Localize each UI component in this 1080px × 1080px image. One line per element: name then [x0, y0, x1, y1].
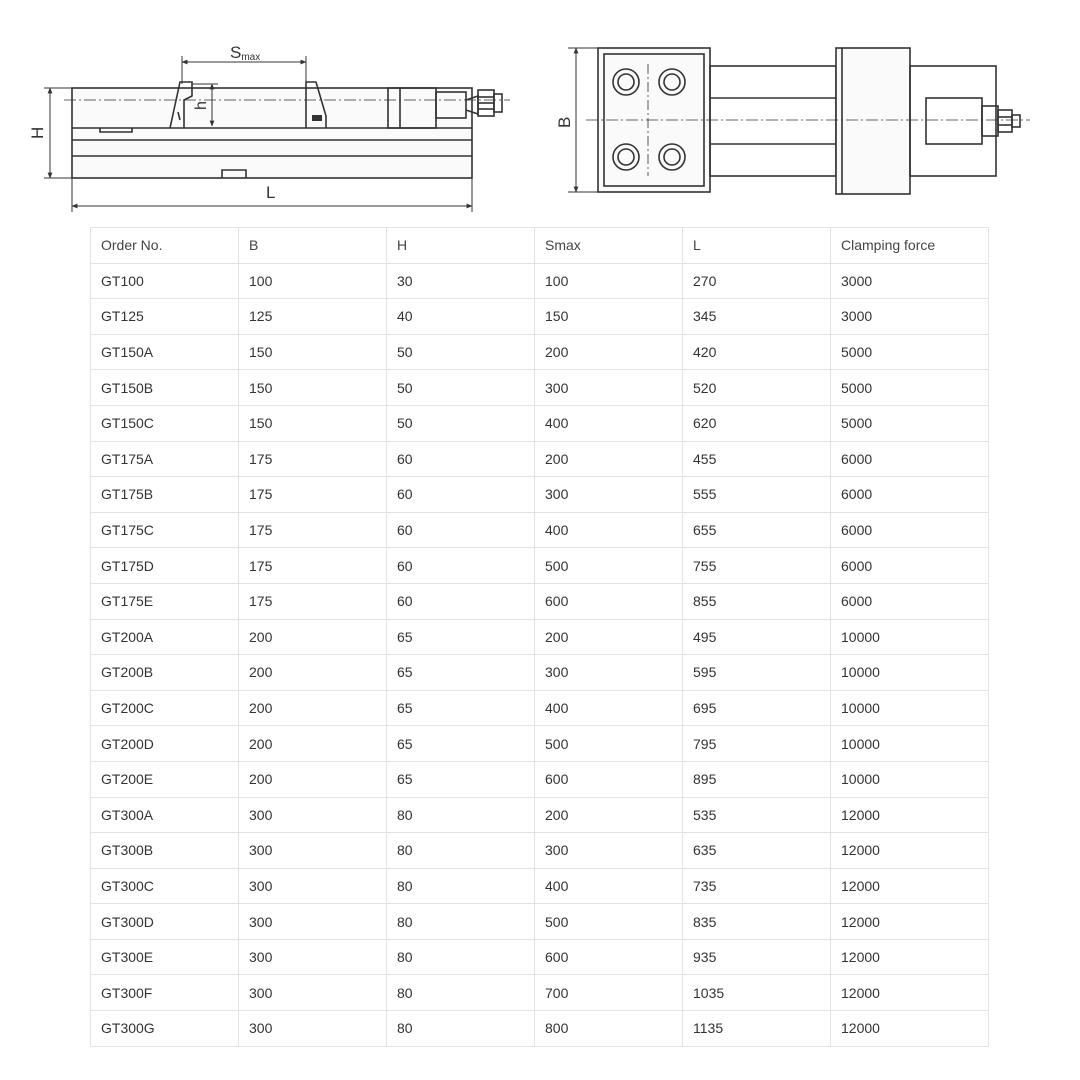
cell-order-no: GT175D — [91, 548, 239, 584]
cell-clamping-force: 3000 — [831, 263, 989, 299]
cell-l: 420 — [683, 334, 831, 370]
technical-drawing — [0, 0, 1080, 225]
cell-h: 80 — [387, 1011, 535, 1047]
cell-clamping-force: 10000 — [831, 761, 989, 797]
cell-order-no: GT100 — [91, 263, 239, 299]
cell-b: 175 — [239, 548, 387, 584]
table-row — [91, 726, 989, 762]
cell-h: 65 — [387, 690, 535, 726]
cell-h: 30 — [387, 263, 535, 299]
cell-h: 50 — [387, 405, 535, 441]
cell-b: 125 — [239, 299, 387, 335]
cell-l: 495 — [683, 619, 831, 655]
cell-clamping-force: 6000 — [831, 583, 989, 619]
cell-smax: 800 — [535, 1011, 683, 1047]
table-row — [91, 868, 989, 904]
cell-h: 80 — [387, 904, 535, 940]
cell-smax: 200 — [535, 797, 683, 833]
cell-smax: 600 — [535, 761, 683, 797]
cell-clamping-force: 3000 — [831, 299, 989, 335]
smax-label: Smax — [230, 43, 261, 63]
cell-smax: 700 — [535, 975, 683, 1011]
cell-b: 150 — [239, 405, 387, 441]
cell-h: 40 — [387, 299, 535, 335]
header-clamping-force: Clamping force — [831, 228, 989, 264]
cell-b: 300 — [239, 975, 387, 1011]
cell-order-no: GT200C — [91, 690, 239, 726]
vise-top-view — [586, 48, 1030, 194]
table-row — [91, 441, 989, 477]
cell-clamping-force: 10000 — [831, 655, 989, 691]
cell-b: 200 — [239, 690, 387, 726]
cell-smax: 400 — [535, 868, 683, 904]
cell-b: 300 — [239, 797, 387, 833]
cell-h: 60 — [387, 477, 535, 513]
cell-smax: 150 — [535, 299, 683, 335]
cell-order-no: GT300G — [91, 1011, 239, 1047]
cell-l: 635 — [683, 833, 831, 869]
cell-order-no: GT200E — [91, 761, 239, 797]
cell-smax: 100 — [535, 263, 683, 299]
cell-smax: 200 — [535, 619, 683, 655]
cell-l: 1135 — [683, 1011, 831, 1047]
h-small-label: h — [193, 101, 210, 110]
table-row — [91, 655, 989, 691]
cell-order-no: GT175E — [91, 583, 239, 619]
cell-clamping-force: 12000 — [831, 939, 989, 975]
cell-order-no: GT300A — [91, 797, 239, 833]
cell-order-no: GT200B — [91, 655, 239, 691]
header-l: L — [683, 228, 831, 264]
cell-l: 795 — [683, 726, 831, 762]
cell-h: 60 — [387, 512, 535, 548]
table-row — [91, 583, 989, 619]
table-row — [91, 299, 989, 335]
table-header-row — [91, 228, 989, 264]
table-row — [91, 370, 989, 406]
cell-clamping-force: 6000 — [831, 441, 989, 477]
header-smax: Smax — [535, 228, 683, 264]
cell-l: 345 — [683, 299, 831, 335]
cell-b: 300 — [239, 1011, 387, 1047]
cell-l: 935 — [683, 939, 831, 975]
cell-b: 200 — [239, 761, 387, 797]
cell-b: 150 — [239, 334, 387, 370]
cell-b: 100 — [239, 263, 387, 299]
table-row — [91, 548, 989, 584]
cell-l: 535 — [683, 797, 831, 833]
cell-b: 300 — [239, 868, 387, 904]
cell-order-no: GT300B — [91, 833, 239, 869]
table-row — [91, 334, 989, 370]
cell-l: 735 — [683, 868, 831, 904]
table-row — [91, 761, 989, 797]
cell-smax: 300 — [535, 833, 683, 869]
cell-h: 65 — [387, 655, 535, 691]
cell-smax: 600 — [535, 939, 683, 975]
cell-clamping-force: 12000 — [831, 904, 989, 940]
table-row — [91, 405, 989, 441]
cell-h: 50 — [387, 370, 535, 406]
table-row — [91, 263, 989, 299]
cell-clamping-force: 6000 — [831, 512, 989, 548]
cell-smax: 400 — [535, 690, 683, 726]
cell-l: 1035 — [683, 975, 831, 1011]
cell-h: 60 — [387, 583, 535, 619]
spec-table — [90, 227, 989, 1047]
cell-b: 200 — [239, 655, 387, 691]
cell-b: 175 — [239, 512, 387, 548]
cell-l: 620 — [683, 405, 831, 441]
cell-l: 455 — [683, 441, 831, 477]
h-big-label: H — [28, 126, 47, 139]
cell-clamping-force: 5000 — [831, 405, 989, 441]
cell-order-no: GT150A — [91, 334, 239, 370]
header-order-no: Order No. — [91, 228, 239, 264]
cell-smax: 500 — [535, 726, 683, 762]
cell-clamping-force: 6000 — [831, 477, 989, 513]
cell-b: 175 — [239, 583, 387, 619]
cell-b: 175 — [239, 441, 387, 477]
cell-smax: 300 — [535, 655, 683, 691]
cell-smax: 200 — [535, 334, 683, 370]
cell-h: 80 — [387, 868, 535, 904]
table-row — [91, 512, 989, 548]
table-row — [91, 904, 989, 940]
l-label: L — [266, 183, 276, 202]
cell-b: 175 — [239, 477, 387, 513]
cell-order-no: GT200D — [91, 726, 239, 762]
cell-smax: 400 — [535, 512, 683, 548]
cell-smax: 600 — [535, 583, 683, 619]
header-b: B — [239, 228, 387, 264]
cell-clamping-force: 12000 — [831, 975, 989, 1011]
cell-order-no: GT300E — [91, 939, 239, 975]
cell-l: 555 — [683, 477, 831, 513]
cell-b: 200 — [239, 619, 387, 655]
cell-smax: 200 — [535, 441, 683, 477]
table-row — [91, 1011, 989, 1047]
cell-clamping-force: 10000 — [831, 619, 989, 655]
cell-smax: 400 — [535, 405, 683, 441]
cell-clamping-force: 12000 — [831, 868, 989, 904]
cell-order-no: GT175B — [91, 477, 239, 513]
table-row — [91, 797, 989, 833]
cell-order-no: GT150C — [91, 405, 239, 441]
cell-h: 60 — [387, 548, 535, 584]
cell-l: 595 — [683, 655, 831, 691]
cell-h: 80 — [387, 975, 535, 1011]
cell-order-no: GT200A — [91, 619, 239, 655]
cell-clamping-force: 5000 — [831, 370, 989, 406]
cell-h: 65 — [387, 619, 535, 655]
vise-side-view — [64, 82, 510, 178]
cell-h: 80 — [387, 797, 535, 833]
cell-l: 895 — [683, 761, 831, 797]
cell-h: 80 — [387, 939, 535, 975]
table-row — [91, 975, 989, 1011]
cell-b: 150 — [239, 370, 387, 406]
cell-l: 755 — [683, 548, 831, 584]
cell-b: 300 — [239, 904, 387, 940]
cell-clamping-force: 6000 — [831, 548, 989, 584]
cell-h: 65 — [387, 761, 535, 797]
cell-clamping-force: 5000 — [831, 334, 989, 370]
cell-order-no: GT125 — [91, 299, 239, 335]
cell-h: 65 — [387, 726, 535, 762]
cell-smax: 500 — [535, 904, 683, 940]
cell-l: 695 — [683, 690, 831, 726]
cell-order-no: GT150B — [91, 370, 239, 406]
table-row — [91, 939, 989, 975]
b-label: B — [555, 116, 574, 128]
cell-order-no: GT175A — [91, 441, 239, 477]
cell-l: 520 — [683, 370, 831, 406]
cell-l: 855 — [683, 583, 831, 619]
header-h: H — [387, 228, 535, 264]
cell-clamping-force: 12000 — [831, 833, 989, 869]
cell-clamping-force: 10000 — [831, 726, 989, 762]
cell-h: 60 — [387, 441, 535, 477]
cell-b: 200 — [239, 726, 387, 762]
cell-h: 80 — [387, 833, 535, 869]
table-row — [91, 477, 989, 513]
cell-clamping-force: 10000 — [831, 690, 989, 726]
cell-smax: 300 — [535, 477, 683, 513]
cell-l: 655 — [683, 512, 831, 548]
cell-order-no: GT300C — [91, 868, 239, 904]
cell-order-no: GT300D — [91, 904, 239, 940]
cell-clamping-force: 12000 — [831, 797, 989, 833]
table-row — [91, 833, 989, 869]
table-body — [91, 263, 989, 1046]
table-row — [91, 690, 989, 726]
cell-clamping-force: 12000 — [831, 1011, 989, 1047]
cell-l: 835 — [683, 904, 831, 940]
cell-smax: 300 — [535, 370, 683, 406]
cell-b: 300 — [239, 833, 387, 869]
cell-l: 270 — [683, 263, 831, 299]
cell-h: 50 — [387, 334, 535, 370]
cell-order-no: GT175C — [91, 512, 239, 548]
cell-b: 300 — [239, 939, 387, 975]
cell-smax: 500 — [535, 548, 683, 584]
table-row — [91, 619, 989, 655]
cell-order-no: GT300F — [91, 975, 239, 1011]
